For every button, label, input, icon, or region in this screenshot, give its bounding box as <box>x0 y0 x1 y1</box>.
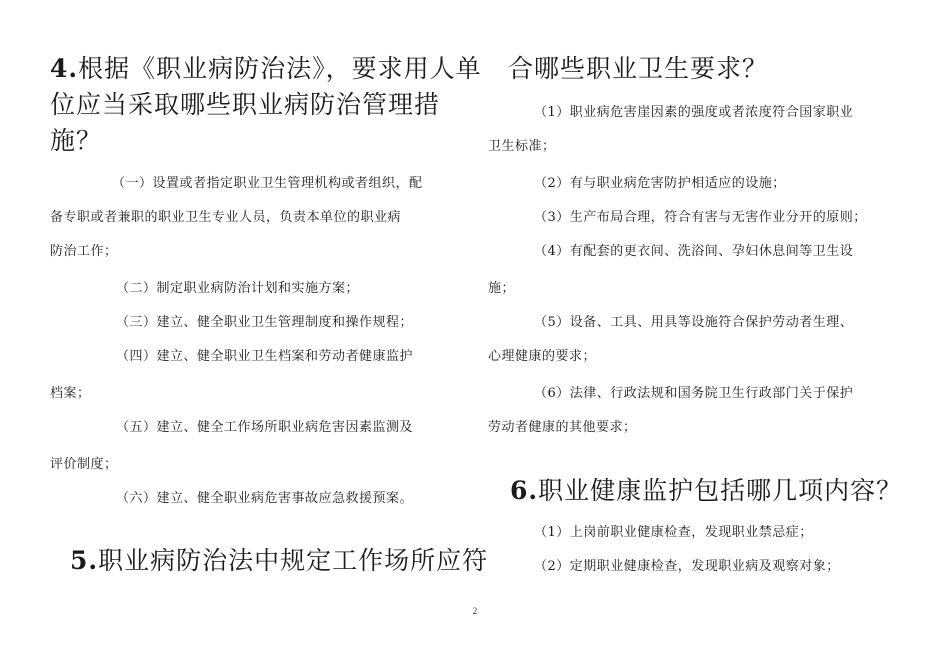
q4-answer-line: 评价制度； <box>50 457 118 472</box>
q5-answer-line: （2）有与职业病危害防护相适应的设施； <box>534 176 786 191</box>
q4-answer-line: 防治工作； <box>50 244 118 259</box>
q5-answer-line: （3）生产布局合理，符合有害与无害作业分开的原则； <box>534 210 867 225</box>
q4-answer-line: （一）设置或者指定职业卫生管理机构或者组织，配 <box>112 176 423 191</box>
q4-answer-line: （四）建立、健全职业卫生档案和劳动者健康监护 <box>116 349 414 364</box>
question-5-text-line-1: 职业病防治法中规定工作场所应符 <box>98 546 489 575</box>
q5-answer-line: 卫生标准； <box>488 139 556 154</box>
q5-answer-line: 劳动者健康的其他要求； <box>488 420 637 435</box>
question-4-text-line-1: 根据《职业病防治法》，要求用人单 <box>78 54 482 83</box>
question-6-heading <box>510 474 902 508</box>
question-4-heading-line-1 <box>50 52 482 86</box>
q4-answer-line: 档案； <box>50 386 91 401</box>
q4-answer-line: （五）建立、健全工作场所职业病危害因素监测及 <box>116 420 414 435</box>
q6-answer-line: （1）上岗前职业健康检查，发现职业禁忌症； <box>534 525 813 540</box>
question-5-heading-line-1 <box>70 544 488 578</box>
question-6-text: 职业健康监护包括哪几项内容？ <box>538 476 903 505</box>
q5-answer-line: 心理健康的要求； <box>488 349 597 364</box>
question-5-number: 5. <box>70 546 99 575</box>
q4-answer-line: （六）建立、健全职业病危害事故应急救援预案。 <box>116 491 414 506</box>
q5-answer-line: 施； <box>488 281 516 296</box>
page-number: 2 <box>472 606 478 616</box>
q5-answer-line: （4）有配套的更衣间、洗浴间、孕妇休息间等卫生设 <box>534 244 854 259</box>
q4-answer-line: 备专职或者兼职的职业卫生专业人员，负责本单位的职业病 <box>50 210 402 225</box>
q6-answer-line: （2）定期职业健康检查，发现职业病及观察对象； <box>534 559 840 574</box>
q5-answer-line: （1）职业病危害崖因素的强度或者浓度符合国家职业 <box>534 105 854 120</box>
question-4-number: 4. <box>50 54 79 83</box>
q4-answer-line: （二）制定职业病防治计划和实施方案； <box>116 281 360 296</box>
question-6-number: 6. <box>510 476 539 505</box>
q5-answer-line: （5）设备、工具、用具等设施符合保护劳动者生理、 <box>534 315 854 330</box>
question-5-heading-line-2: 合哪些职业卫生要求？ <box>508 54 769 83</box>
q4-answer-line: （三）建立、健全职业卫生管理制度和操作规程； <box>116 315 414 330</box>
question-4-heading-line-2: 位应当采取哪些职业病防治管理措 <box>50 90 441 119</box>
q5-answer-line: （6）法律、行政法规和国务院卫生行政部门关于保护 <box>534 386 854 401</box>
question-4-heading-line-3: 施？ <box>50 126 103 155</box>
